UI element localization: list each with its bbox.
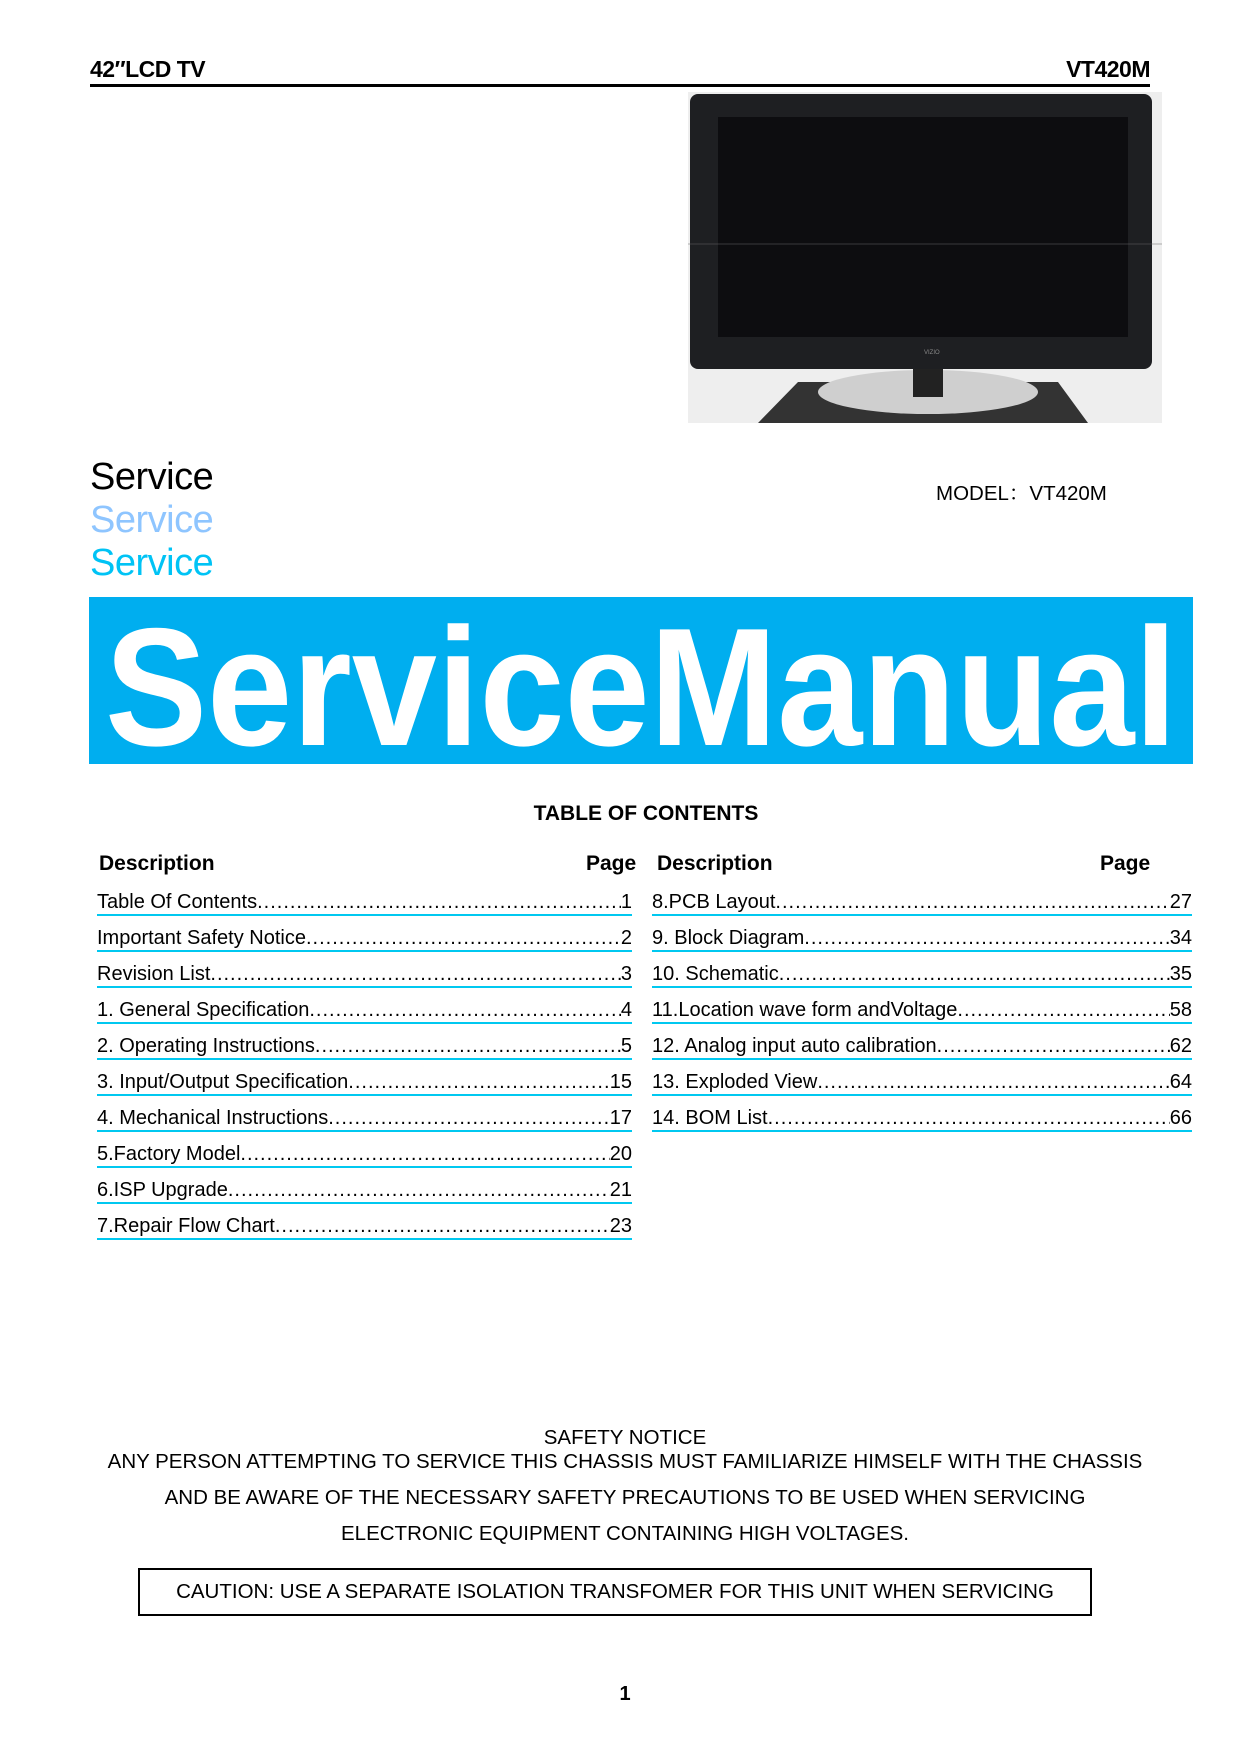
toc-leader-dots [817,1070,1169,1094]
toc-entry[interactable] [97,1136,632,1168]
toc-entry-label: 5.Factory Model [97,1143,241,1165]
caution-box [138,1568,1092,1616]
toc-entry[interactable] [97,992,632,1024]
toc-entry-label: 3. Input/Output Specification [97,1071,349,1093]
toc-leader-dots [328,1106,610,1130]
toc-leader-dots [779,962,1170,986]
toc-entry[interactable] [97,920,632,952]
toc-leader-dots [309,998,621,1022]
service-label-cyan: Service [90,542,214,584]
toc-entry-label: Important Safety Notice [97,927,306,949]
toc-entry-label: Revision List [97,963,211,985]
toc-entry[interactable] [652,992,1192,1024]
toc-leader-dots [306,926,621,950]
toc-right-column [652,884,1192,1136]
toc-entry-label: 14. BOM List [652,1107,768,1129]
header-model: VT420M [1066,56,1150,82]
toc-entry-label: 8.PCB Layout [652,891,776,913]
toc-entry-page: 27 [1169,891,1192,913]
toc-entry-page: 66 [1169,1107,1192,1129]
toc-entry[interactable] [97,956,632,988]
toc-leader-dots [240,1142,609,1166]
page-number: 1 [619,1683,631,1705]
toc-entry-page: 15 [609,1071,632,1093]
toc-entry-label: 9. Block Diagram [652,927,805,949]
toc-left-description-header: Description [99,852,215,875]
toc-leader-dots [228,1178,610,1202]
toc-entry-page: 64 [1169,1071,1192,1093]
toc-entry-label: 4. Mechanical Instructions [97,1107,329,1129]
toc-entry-page: 4 [620,999,632,1021]
svg-text:VIZIO: VIZIO [924,350,940,356]
header-product: 42″LCD TV [90,56,206,82]
toc-leader-dots [257,890,621,914]
toc-entry-page: 58 [1169,999,1192,1021]
toc-entry-page: 20 [609,1143,632,1165]
toc-entry-page: 21 [609,1179,632,1201]
toc-leader-dots [275,1214,610,1238]
toc-right-description-header: Description [657,852,773,875]
toc-entry-label: 6.ISP Upgrade [97,1179,228,1201]
toc-leader-dots [937,1034,1170,1058]
safety-notice-line: ELECTRONIC EQUIPMENT CONTAINING HIGH VOLTAGES. [341,1522,909,1545]
header-rule [90,84,1150,87]
toc-leader-dots [775,890,1169,914]
safety-notice-line: AND BE AWARE OF THE NECESSARY SAFETY PRECAUTIONS TO BE USED WHEN SERVICING [164,1486,1086,1509]
service-manual-banner [89,597,1193,764]
toc-right-page-header: Page [1100,852,1151,875]
toc-entry[interactable] [652,1100,1192,1132]
toc-entry-label: 1. General Specification [97,999,310,1021]
toc-entry-label: 7.Repair Flow Chart [97,1215,275,1237]
toc-entry[interactable] [97,1064,632,1096]
toc-left-page-header: Page [586,852,637,875]
toc-entry[interactable] [97,1100,632,1132]
toc-entry[interactable] [652,920,1192,952]
safety-notice-title: SAFETY NOTICE [543,1426,707,1449]
toc-entry-label: 12. Analog input auto calibration [652,1035,937,1057]
toc-entry-label: Table Of Contents [97,891,258,913]
toc-entry[interactable] [652,956,1192,988]
toc-entry-page: 34 [1169,927,1192,949]
toc-entry[interactable] [97,1208,632,1240]
toc-entry-page: 2 [620,927,632,949]
model-label: MODEL：VT420M [936,482,1107,505]
toc-entry[interactable] [97,1172,632,1204]
tv-product-photo [688,92,1162,423]
toc-entry-page: 1 [620,891,632,913]
toc-entry-label: 13. Exploded View [652,1071,818,1093]
toc-entry[interactable] [97,884,632,916]
toc-entry[interactable] [652,1064,1192,1096]
caution-text: CAUTION: USE A SEPARATE ISOLATION TRANSFOMER FOR THIS UNIT WHEN SERVICING [176,1580,1054,1603]
toc-entry-page: 17 [609,1107,632,1129]
toc-title: TABLE OF CONTENTS [533,802,759,825]
service-label-lightblue: Service [90,499,214,541]
toc-leader-dots [804,926,1169,950]
toc-entry-page: 62 [1169,1035,1192,1057]
toc-entry-page: 35 [1169,963,1192,985]
toc-leader-dots [957,998,1169,1022]
toc-entry-page: 3 [620,963,632,985]
toc-leader-dots [210,962,620,986]
toc-entry-label: 11.Location wave form andVoltage [652,999,958,1021]
banner-title: ServiceManual [105,597,1177,764]
service-label-black: Service [90,456,214,498]
toc-entry[interactable] [97,1028,632,1060]
toc-left-column [97,884,632,1244]
toc-leader-dots [348,1070,609,1094]
toc-entry[interactable] [652,884,1192,916]
toc-entry-page: 23 [609,1215,632,1237]
toc-leader-dots [768,1106,1170,1130]
toc-entry-label: 2. Operating Instructions [97,1035,315,1057]
toc-leader-dots [315,1034,621,1058]
safety-notice-line: ANY PERSON ATTEMPTING TO SERVICE THIS CHASSIS MUST FAMILIARIZE HIMSELF WITH THE CHASSIS [107,1450,1143,1473]
toc-entry-page: 5 [620,1035,632,1057]
toc-entry-label: 10. Schematic [652,963,779,985]
toc-entry[interactable] [652,1028,1192,1060]
